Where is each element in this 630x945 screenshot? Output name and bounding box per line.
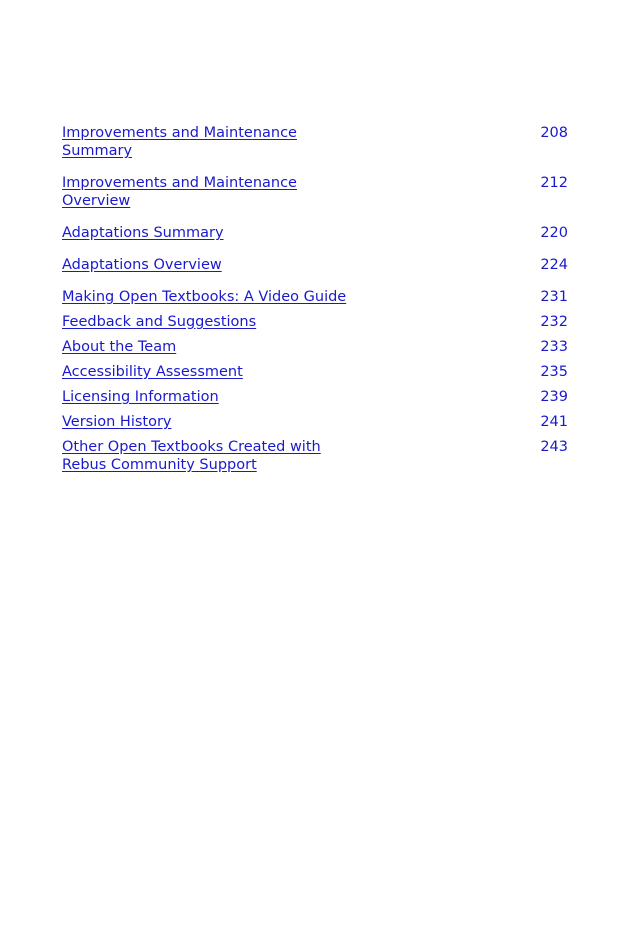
toc-page-number: 243 xyxy=(540,439,568,455)
toc-page-number: 231 xyxy=(540,289,568,305)
toc-link[interactable]: Licensing Information xyxy=(62,389,219,405)
toc-page-number: 220 xyxy=(540,225,568,241)
toc-page-number: 208 xyxy=(540,125,568,141)
toc-page-number: 233 xyxy=(540,339,568,355)
toc-entry-version-history xyxy=(62,413,568,431)
toc-link[interactable]: Feedback and Suggestions xyxy=(62,314,257,330)
toc-entry-improvements-summary xyxy=(62,124,568,160)
toc-entry-adaptations-summary xyxy=(62,224,568,242)
toc-link[interactable]: About the Team xyxy=(62,339,177,355)
toc-link[interactable]: Improvements and Maintenance Summary xyxy=(62,125,297,159)
toc-entry-improvements-overview xyxy=(62,174,568,210)
toc-entry-other-textbooks xyxy=(62,438,568,474)
toc-entry-about-team xyxy=(62,338,568,356)
toc-page-number: 241 xyxy=(540,414,568,430)
toc-page-number: 224 xyxy=(540,257,568,273)
toc-link[interactable]: Making Open Textbooks: A Video Guide xyxy=(62,289,347,305)
toc-entry-feedback xyxy=(62,313,568,331)
toc-link[interactable]: Accessibility Assessment xyxy=(62,364,243,380)
toc-page-number: 212 xyxy=(540,175,568,191)
toc-entry-accessibility xyxy=(62,363,568,381)
toc-page-number: 239 xyxy=(540,389,568,405)
toc-link[interactable]: Adaptations Summary xyxy=(62,225,224,241)
toc-link[interactable]: Improvements and Maintenance Overview xyxy=(62,175,297,209)
toc-page-number: 232 xyxy=(540,314,568,330)
toc-link[interactable]: Version History xyxy=(62,414,172,430)
toc-entry-licensing xyxy=(62,388,568,406)
table-of-contents xyxy=(62,124,568,481)
toc-link[interactable]: Adaptations Overview xyxy=(62,257,222,273)
toc-page-number: 235 xyxy=(540,364,568,380)
toc-link[interactable]: Other Open Textbooks Created with Rebus Community Support xyxy=(62,439,321,473)
toc-entry-adaptations-overview xyxy=(62,256,568,274)
toc-entry-video-guide xyxy=(62,288,568,306)
